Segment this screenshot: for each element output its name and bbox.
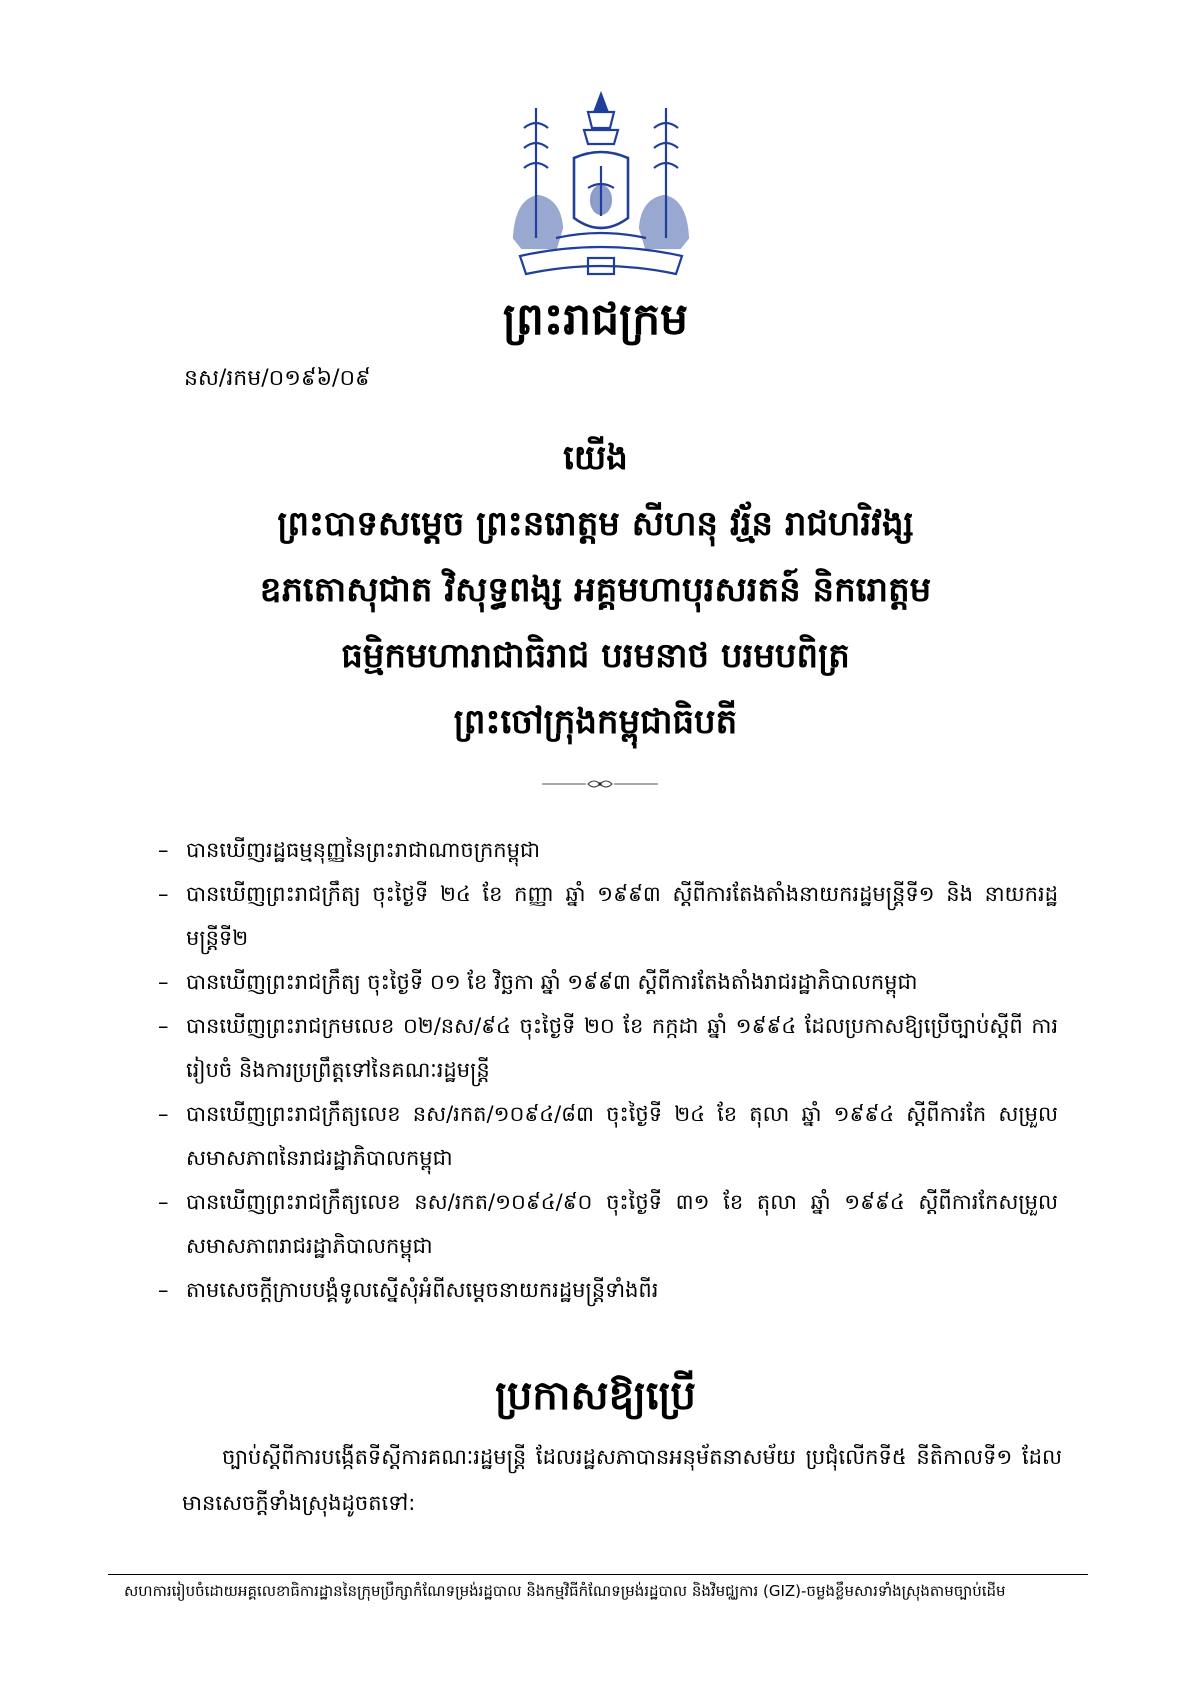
dash-bullet: – <box>158 1190 169 1214</box>
clause-text: បានឃើញព្រះរាជក្រឹត្យលេខ នស/រកត/១០៩៤/៨៣ ចុះថ្ងៃទី ២៤ ខែ តុលា ឆ្នាំ ១៩៩៤ ស្តីពីការកែ សម្រួលសមាសភាពនៃរាជរដ្ឋាភិបាលកម្ពុជា <box>186 1102 1058 1170</box>
list-item <box>158 1180 1058 1268</box>
list-item <box>158 1004 1058 1092</box>
clause-text: បានឃើញព្រះរាជក្រឹត្យ ចុះថ្ងៃទី ០១ ខែ វិច្ឆកា ឆ្នាំ ១៩៩៣ ស្តីពីការតែងតាំងរាជរដ្ឋាភិបាលកម្ពុជា <box>186 970 918 994</box>
dash-bullet: – <box>158 1014 169 1038</box>
heading-we: យើង <box>563 438 628 478</box>
heading-king-title: ព្រះចៅក្រុងកម្ពុជាធិបតី <box>453 702 738 742</box>
heading-king-name-line1: ព្រះបាទសម្តេច ព្រះនរោត្តម សីហនុ វរ្ម័ន រាជហរិវង្ស <box>277 504 914 544</box>
dash-bullet: – <box>158 970 169 994</box>
list-item <box>158 1268 1058 1312</box>
clause-text: បានឃើញព្រះរាជក្រឹត្យលេខ នស/រកត/១០៩៤/៩០ ចុះថ្ងៃទី ៣១ ខែ តុលា ឆ្នាំ ១៩៩៤ ស្តីពីការកែសម្រួល សមាសភាពរាជរដ្ឋាភិបាលកម្ពុជា <box>186 1190 1058 1258</box>
preamble-clause-list <box>158 828 1058 1312</box>
dash-bullet: – <box>158 838 169 862</box>
list-item <box>158 1092 1058 1180</box>
body-paragraph: ច្បាប់ស្តីពីការបង្កើតទីស្តីការគណៈរដ្ឋមន្ត្រី ដែលរដ្ឋសភាបានអនុម័តនាសម័យ ប្រជុំលើកទី៥ នីតិកាលទី១ ដែលមានសេចក្តីទាំងស្រុងដូចតទៅ: <box>182 1445 1062 1515</box>
heading-king-name-line3: ធម្មិកមហារាជាធិរាជ បរមនាថ បរមបពិត្រ <box>341 636 850 676</box>
dash-bullet: – <box>158 882 169 906</box>
document-title: ព្រះរាជក្រម <box>502 294 689 345</box>
ornamental-divider-icon <box>540 776 660 792</box>
clause-text: តាមសេចក្តីក្រាបបង្គំទូលស្នើសុំអំពីសម្តេចនាយករដ្ឋមន្ត្រីទាំងពីរ <box>186 1278 659 1302</box>
clause-text: បានឃើញរដ្ឋធម្មនុញ្ញនៃព្រះរាជាណាចក្រកម្ពុជា <box>186 838 540 862</box>
dash-bullet: – <box>158 1102 169 1126</box>
footer-note: សហការរៀបចំដោយអគ្គលេខាធិការដ្ឋាននៃក្រុមប្រឹក្សាកំណែទម្រង់រដ្ឋបាល និងកម្មវិធីកំណែទម្រង់រដ្ឋបាល និងវិមជ្ឈការ (GIZ)-ចម្លងខ្លឹមសារទាំងស្រុងតាមច្បាប់ដើម <box>124 1582 1006 1600</box>
clause-text: បានឃើញព្រះរាជក្រមលេខ ០២/នស/៩៤ ចុះថ្ងៃទី ២០ ខែ កក្កដា ឆ្នាំ ១៩៩៤ ដែលប្រកាសឱ្យប្រើច្បាប់ស្តីពី ការរៀបចំ និងការប្រព្រឹត្តទៅនៃគណៈរដ្ឋមន្ត្រី <box>186 1014 1058 1082</box>
list-item <box>158 960 1058 1004</box>
dash-bullet: – <box>158 1278 169 1302</box>
clause-text: បានឃើញព្រះរាជក្រឹត្យ ចុះថ្ងៃទី ២៤ ខែ កញ្ញា ឆ្នាំ ១៩៩៣ ស្តីពីការតែងតាំងនាយករដ្ឋមន្ត្រីទី១ និង នាយករដ្ឋមន្ត្រីទី២ <box>186 882 1058 950</box>
list-item <box>158 872 1058 960</box>
list-item <box>158 828 1058 872</box>
reference-number: នស/រកម/០១៩៦/០៩ <box>184 366 371 391</box>
footer-divider <box>108 1574 1088 1575</box>
promulgation-heading: ប្រកាសឱ្យប្រើ <box>495 1373 696 1419</box>
royal-coat-of-arms-icon <box>496 88 706 288</box>
heading-king-name-line2: ឧភតោសុជាត វិសុទ្ធពង្ស អគ្គមហាបុរសរតន៍ និករោត្តម <box>259 570 932 610</box>
